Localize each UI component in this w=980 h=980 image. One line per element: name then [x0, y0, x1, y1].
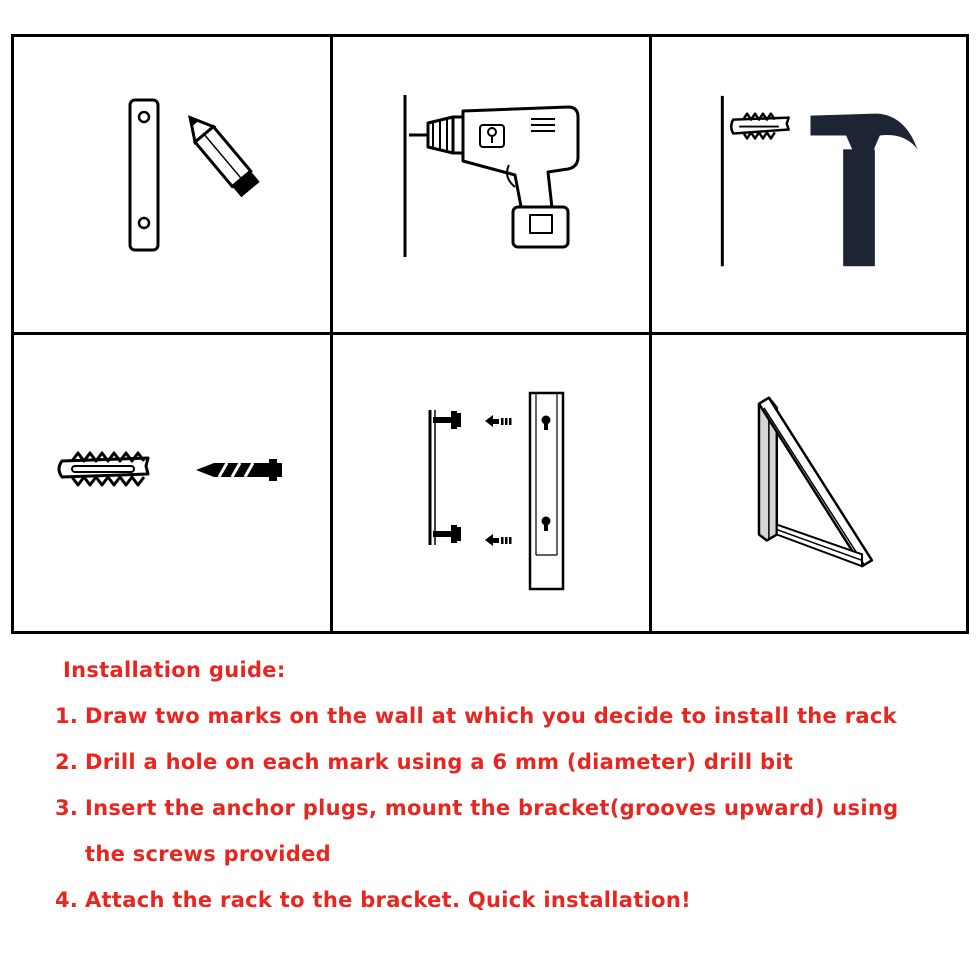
keyhole-bracket-icon [530, 393, 563, 589]
screw-icon [433, 525, 461, 543]
panel-hammer-illustration [652, 37, 966, 332]
arrow-icon [485, 534, 512, 546]
step-text: Insert the anchor plugs, mount the bracket(grooves upward) using [85, 796, 899, 820]
guide-step [55, 704, 897, 728]
step-text: Draw two marks on the wall at which you decide to install the rack [85, 704, 897, 728]
arrow-icon [485, 415, 512, 427]
wall-icon [430, 410, 435, 545]
mounting-bracket-icon [130, 100, 158, 250]
guide-step [55, 888, 691, 912]
panel-mount-bracket [333, 335, 652, 631]
panel-mount-bracket-illustration [333, 335, 649, 631]
step-number: 4. [55, 888, 79, 912]
screw-icon [196, 459, 282, 481]
step-number: 1. [55, 704, 79, 728]
step-number: 2. [55, 750, 79, 774]
panel-anchor-screw [14, 335, 333, 631]
panel-rack [652, 335, 966, 631]
instruction-grid [11, 34, 969, 634]
panel-anchor-screw-illustration [14, 335, 330, 631]
anchor-plug-icon [731, 114, 788, 139]
panel-hammer [652, 37, 966, 335]
cordless-drill-icon [409, 107, 578, 247]
folding-rack-icon [759, 398, 872, 566]
panel-mark-illustration [14, 37, 330, 332]
guide-title: Installation guide: [63, 658, 286, 682]
panel-rack-illustration [652, 335, 966, 631]
panel-drill-illustration [333, 37, 649, 332]
screw-icon [433, 411, 461, 429]
guide-step [55, 750, 793, 774]
hammer-icon [810, 114, 917, 267]
step-text: Drill a hole on each mark using a 6 mm (diameter) drill bit [85, 750, 794, 774]
panel-drill [333, 37, 652, 335]
guide-step [55, 796, 898, 820]
panel-mark [14, 37, 333, 335]
step-text: Attach the rack to the bracket. Quick installation! [85, 888, 691, 912]
step-number: 3. [55, 796, 79, 820]
step-continuation: the screws provided [85, 842, 332, 866]
anchor-plug-icon [59, 453, 148, 485]
pencil-icon [181, 110, 260, 197]
